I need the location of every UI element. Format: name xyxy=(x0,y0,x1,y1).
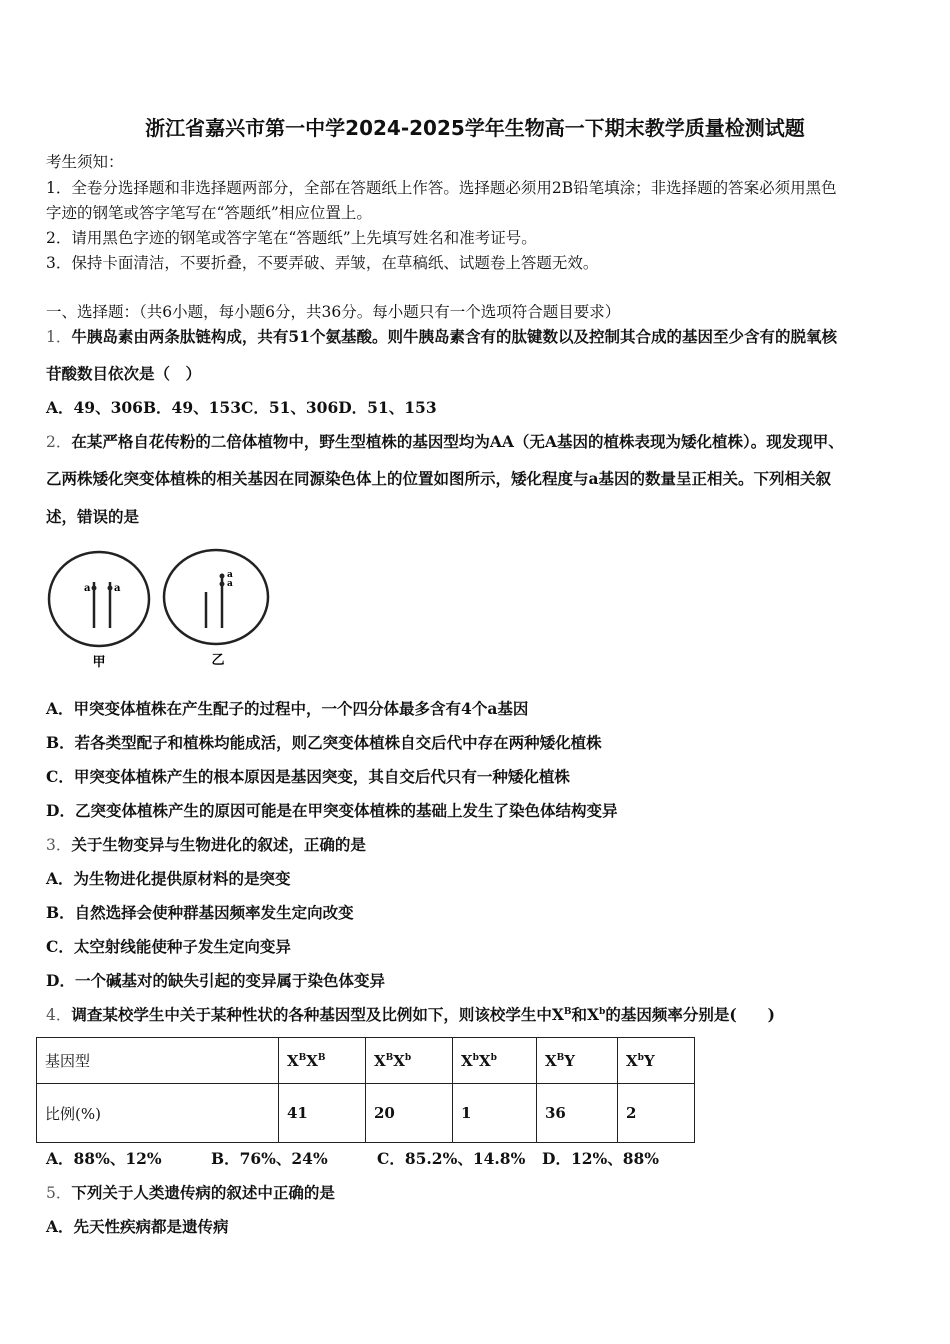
page-title: 浙江省嘉兴市第一中学2024-2025学年生物高一下期末教学质量检测试题 xyxy=(145,116,805,140)
question-number: 2． xyxy=(46,433,72,451)
option-d: D．一个碱基对的缺失引起的变异属于染色体变异 xyxy=(46,971,385,990)
question-number: 4． xyxy=(46,1006,72,1024)
question-text: 调查某校学生中关于某种性状的各种基因型及比例如下，则该校学生中X xyxy=(71,1005,564,1024)
ratio-cell: 20 xyxy=(366,1084,453,1143)
option-a: A．甲突变体植株在产生配子的过程中，一个四分体最多含有4个a基因 xyxy=(46,699,529,718)
table-row xyxy=(37,1084,695,1143)
genotype-cell: $X^BX^B$ xyxy=(279,1038,366,1084)
table-row xyxy=(37,1038,695,1084)
gene-label: a xyxy=(227,579,233,589)
question-3-stem xyxy=(46,835,366,855)
genotype-cell: $X^bX^b$ xyxy=(453,1038,537,1084)
notice-item: 字迹的钢笔或答字笔写在“答题纸”相应位置上。 xyxy=(46,204,372,222)
question-number: 5． xyxy=(46,1184,72,1202)
gene-locus xyxy=(220,574,225,579)
gene-label: a xyxy=(84,583,91,594)
option-c: C．85.2%、14.8% xyxy=(377,1149,526,1168)
notice-item: 3．保持卡面清洁，不要折叠，不要弄破、弄皱，在草稿纸、试题卷上答题无效。 xyxy=(46,254,599,272)
question-1-options: A．49、306B．49、153C．51、306D．51、153 xyxy=(46,398,437,417)
gene-label: a xyxy=(114,583,121,594)
ratio-cell: 1 xyxy=(453,1084,537,1143)
genotype-cell: $X^bY$ xyxy=(618,1038,695,1084)
notice-heading: 考生须知： xyxy=(46,153,124,171)
genotype-cell: $X^BX^b$ xyxy=(366,1038,453,1084)
option-d: D．12%、88% xyxy=(542,1149,660,1168)
question-text: 牛胰岛素由两条肽链构成，共有51个氨基酸。则牛胰岛素含有的肽键数以及控制其合成的基因至少含有的脱氧核 xyxy=(71,327,837,346)
genotype-cell: $X^BY$ xyxy=(537,1038,618,1084)
notice-item: 2．请用黑色字迹的钢笔或答字笔在“答题纸”上先填写姓名和准考证号。 xyxy=(46,229,537,247)
question-text: 的基因频率分别是( ) xyxy=(605,1005,776,1024)
question-1-stem xyxy=(46,327,837,347)
notice-item: 1．全卷分选择题和非选择题两部分，全部在答题纸上作答。选择题必须用2B铅笔填涂；非选择题的答案必须用黑色 xyxy=(46,179,837,197)
question-2-stem-cont: 乙两株矮化突变体植株的相关基因在同源染色体上的位置如图所示，矮化程度与a基因的数量呈正相关。下列相关叙 xyxy=(46,469,832,488)
option-a: A．先天性疾病都是遗传病 xyxy=(46,1217,229,1236)
section-heading: 一、选择题：（共6小题，每小题6分，共36分。每小题只有一个选项符合题目要求） xyxy=(46,303,621,321)
chromosome-figure xyxy=(46,548,276,676)
genotype-table xyxy=(36,1037,695,1143)
cell-label-yi: 乙 xyxy=(211,653,225,668)
option-d: D．乙突变体植株产生的原因可能是在甲突变体植株的基础上发生了染色体结构变异 xyxy=(46,801,618,820)
gene-locus xyxy=(108,586,113,591)
cell-yi xyxy=(164,550,268,668)
question-number: 1． xyxy=(46,328,72,346)
cell-label-jia: 甲 xyxy=(92,655,106,670)
cell-membrane xyxy=(49,552,149,646)
ratio-cell: 41 xyxy=(279,1084,366,1143)
option-b: B．自然选择会使种群基因频率发生定向改变 xyxy=(46,903,354,922)
question-text: 下列关于人类遗传病的叙述中正确的是 xyxy=(71,1183,335,1202)
table-header-cell: 基因型 xyxy=(37,1038,279,1084)
option-a: A．88%、12% xyxy=(46,1149,162,1168)
question-text: 和X xyxy=(571,1005,600,1024)
question-number: 3． xyxy=(46,836,72,854)
ratio-cell: 2 xyxy=(618,1084,695,1143)
table-header-cell: 比例(%) xyxy=(37,1084,279,1143)
option-c: C．甲突变体植株产生的根本原因是基因突变，其自交后代只有一种矮化植株 xyxy=(46,767,570,786)
question-text: 关于生物变异与生物进化的叙述，正确的是 xyxy=(71,835,366,854)
gene-locus xyxy=(92,586,97,591)
question-2-stem-cont: 述，错误的是 xyxy=(46,507,140,526)
question-text: 在某严格自花传粉的二倍体植物中，野生型植株的基因型均为AA（无A基因的植株表现为矮化植株）。现发现甲、 xyxy=(71,432,844,451)
ratio-cell: 36 xyxy=(537,1084,618,1143)
question-4-stem xyxy=(46,1005,775,1025)
superscript: b xyxy=(599,1006,606,1017)
cell-jia xyxy=(49,552,149,670)
option-b: B．76%、24% xyxy=(211,1149,328,1168)
cell-membrane xyxy=(164,550,268,644)
option-c: C．太空射线能使种子发生定向变异 xyxy=(46,937,291,956)
option-b: B．若各类型配子和植株均能成活，则乙突变体植株自交后代中存在两种矮化植株 xyxy=(46,733,602,752)
gene-locus xyxy=(220,582,225,587)
question-1-stem-cont: 苷酸数目依次是（ ） xyxy=(46,364,202,383)
gene-label: a xyxy=(227,570,233,580)
option-a: A．为生物进化提供原材料的是突变 xyxy=(46,869,291,888)
question-2-stem xyxy=(46,432,844,452)
superscript: B xyxy=(563,1006,572,1017)
question-5-stem xyxy=(46,1183,335,1203)
